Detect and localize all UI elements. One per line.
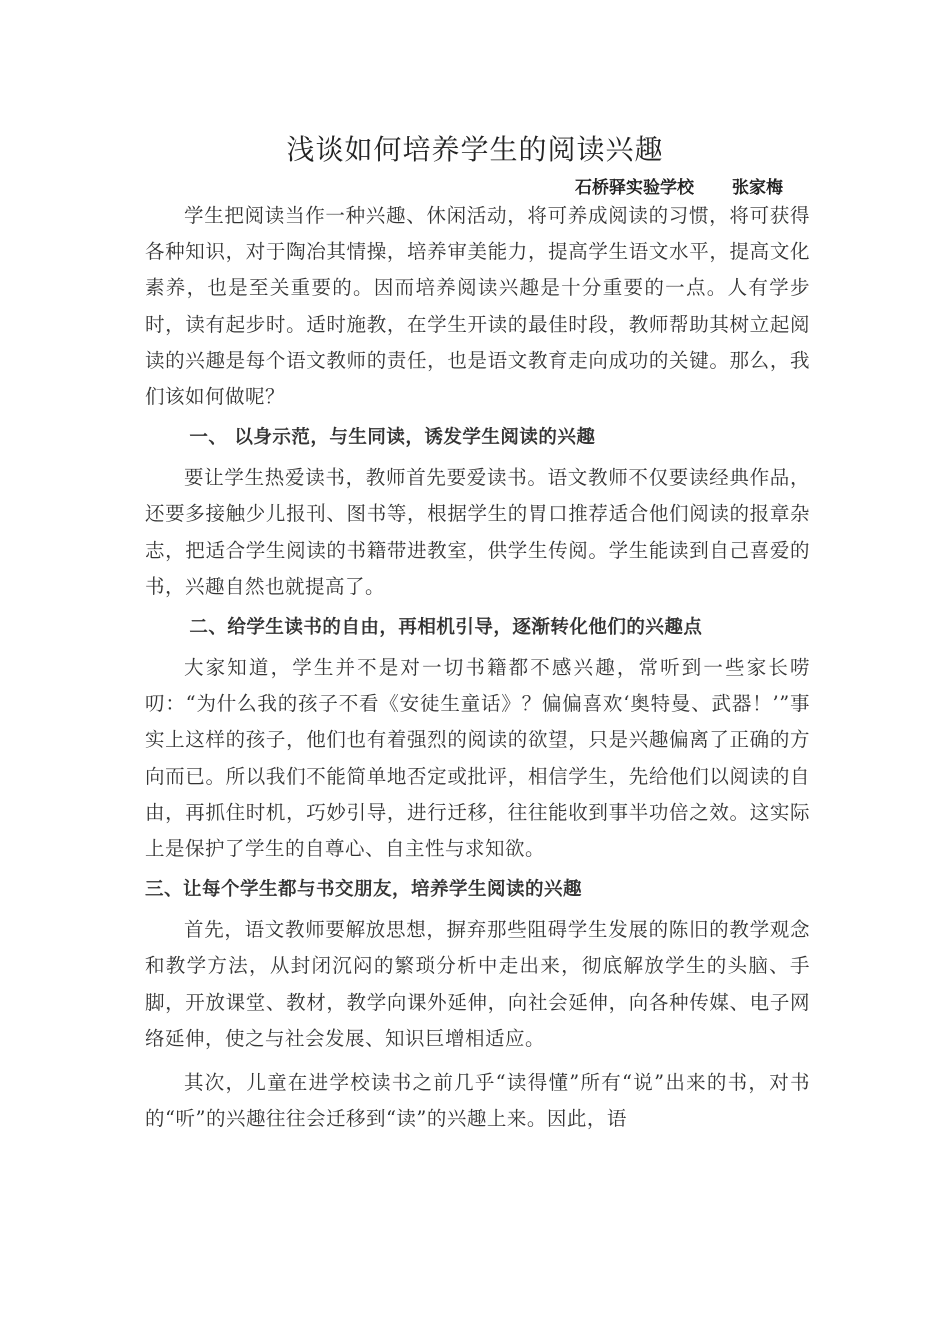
section-2-paragraph: 大家知道，学生并不是对一切书籍都不感兴趣，常听到一些家长唠叨：“为什么我的孩子不看《安徒生童话》？偏偏喜欢‘奥特曼、武器！’”事实上这样的孩子，他们也有着强烈的阅读的欲望，只是兴趣偏离了正确的方向而已。所以我们不能简单地否定或批评，相信学生，先给他们以阅读的自由，再抓住时机，巧妙引导，进行迁移，往往能收到事半功倍之效。这实际上是保护了学生的自尊心、自主性与求知欲。: [145, 656, 810, 861]
section-3-paragraph-2: 其次，儿童在进学校读书之前几乎“读得懂”所有“说”出来的书，对书的“听”的兴趣往往会迁移到“读”的兴趣上来。因此，语: [145, 1071, 810, 1131]
author-name: 张家梅: [732, 178, 783, 198]
author-line: [575, 176, 845, 200]
document-body: [145, 198, 810, 1137]
intro-paragraph: 学生把阅读当作一种兴趣、休闲活动，将可养成阅读的习惯，将可获得各种知识，对于陶冶其情操，培养审美能力，提高学生语文水平，提高文化素养，也是至关重要的。因而培养阅读兴趣是十分重要的一点。人有学步时，读有起步时。适时施教，在学生开读的最佳时段，教师帮助其树立起阅读的兴趣是每个语文教师的责任，也是语文教育走向成功的关键。那么，我们该如何做呢？: [145, 204, 810, 409]
section-3-paragraph-1: 首先，语文教师要解放思想，摒弃那些阻碍学生发展的陈旧的教学观念和教学方法，从封闭沉闷的繁琐分析中走出来，彻底解放学生的头脑、手脚，开放课堂、教材，教学向课外延伸，向社会延伸，向各种传媒、电子网络延伸，使之与社会发展、知识巨增相适应。: [145, 918, 810, 1050]
section-1-paragraph: 要让学生热爱读书，教师首先要爱读书。语文教师不仅要读经典作品，还要多接触少儿报刊、图书等，根据学生的胃口推荐适合他们阅读的报章杂志，把适合学生阅读的书籍带进教室，供学生传阅。学生能读到自己喜爱的书，兴趣自然也就提高了。: [145, 466, 810, 598]
section-heading-2: 二、给学生读书的自由，再相机引导，逐渐转化他们的兴趣点: [189, 617, 703, 639]
paragraph-spacer: [145, 1057, 810, 1065]
school-name: 石桥驿实验学校: [575, 178, 694, 198]
section-heading-1: 一、 以身示范，与生同读，诱发学生阅读的兴趣: [189, 427, 596, 449]
document-title: 浅谈如何培养学生的阅读兴趣: [286, 133, 664, 166]
section-heading-3: 三、让每个学生都与书交朋友，培养学生阅读的兴趣: [145, 879, 583, 901]
